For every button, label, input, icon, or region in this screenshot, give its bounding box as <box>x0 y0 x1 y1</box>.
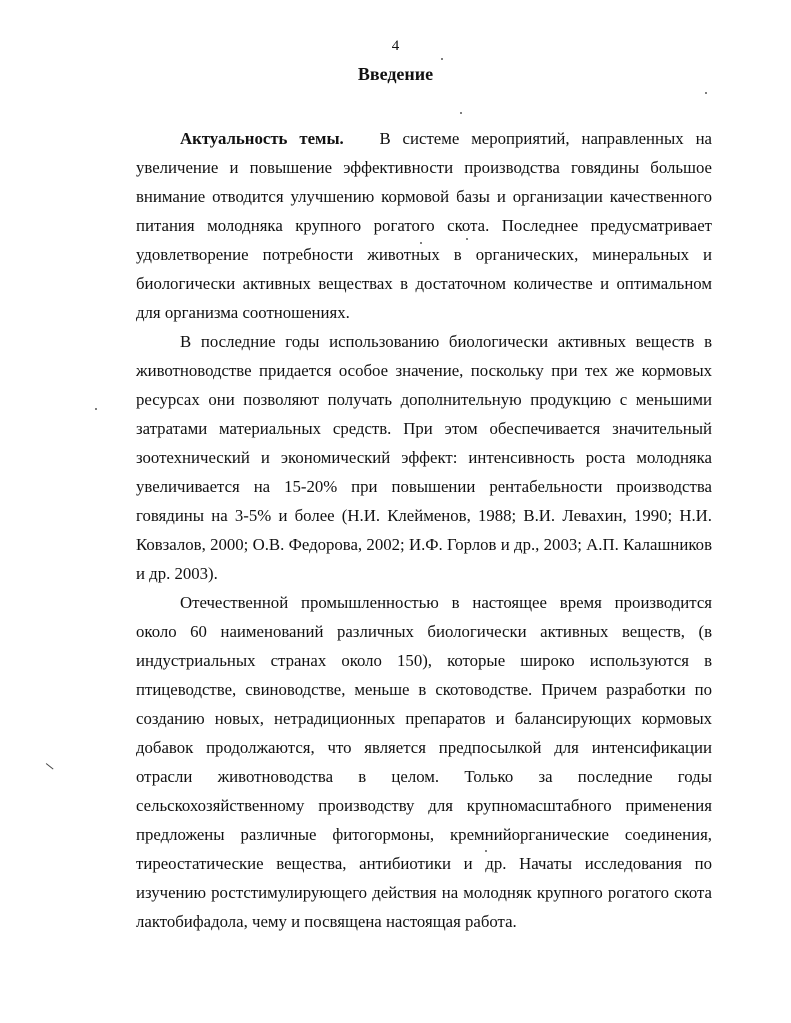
body-text <box>136 124 712 936</box>
scan-speck <box>460 112 462 114</box>
paragraph-bioactive-substances: В последние годы использованию биологически активных веществ в животноводстве придается особое значение, поскольку при тех же кормовых ресурсах они позволяют получать дополнительную продукцию с меньшими затратами материальных средств. При этом обеспечивается значительный зоотехнический и экономический эффект: интенсивность роста молодняка увеличивается на 15-20% при повышении рентабельности производства говядины на 3-5% и более (Н.И. Клейменов, 1988; В.И. Левахин, 1990; Н.И. Ковзалов, 2000; О.В. Федорова, 2002; И.Ф. Горлов и др., 2003; А.П. Калашников и др. 2003). <box>136 332 712 583</box>
page-number: 4 <box>391 38 400 54</box>
paragraph-text: В системе мероприятий, направленных на увеличение и повышение эффективности производства говядины большое внимание отводится улучшению кормовой базы и организации качественного питания молодняка крупного рогатого скота. Последнее предусматривает удовлетворение потребности животных в органических, минеральных и биологически активных веществах в достаточном количестве и оптимальном для организма соотношениях. <box>136 129 713 322</box>
paragraph-relevance <box>136 124 712 327</box>
scan-speck <box>466 238 468 240</box>
scan-speck <box>485 850 487 852</box>
paragraph-lead-in: Актуальность темы. <box>180 129 344 148</box>
scan-speck <box>441 58 443 60</box>
section-heading: Введение <box>357 64 434 84</box>
scan-speck <box>95 408 97 410</box>
scan-mark <box>46 763 54 770</box>
scan-speck <box>420 242 422 244</box>
scan-speck <box>705 92 707 94</box>
paragraph-domestic-industry: Отечественной промышленностью в настоящее время производится около 60 наименований различных биологически активных веществ, (в индустриальных странах около 150), которые широко используются в птицеводстве, свиноводстве, меньше в скотоводстве. Причем разработки по созданию новых, нетрадиционных препаратов и балансирующих кормовых добавок продолжаются, что является предпосылкой для интенсификации отрасли животноводства в целом. Только за последние годы сельскохозяйственному производству для крупномасштабного применения предложены различные фитогормоны, кремнийорганические соединения, тиреостатические вещества, антибиотики и др. Начаты исследования по изучению ростстимулирующего действия на молодняк крупного рогатого скота лактобифадола, чему и посвящена настоящая работа. <box>136 593 712 931</box>
